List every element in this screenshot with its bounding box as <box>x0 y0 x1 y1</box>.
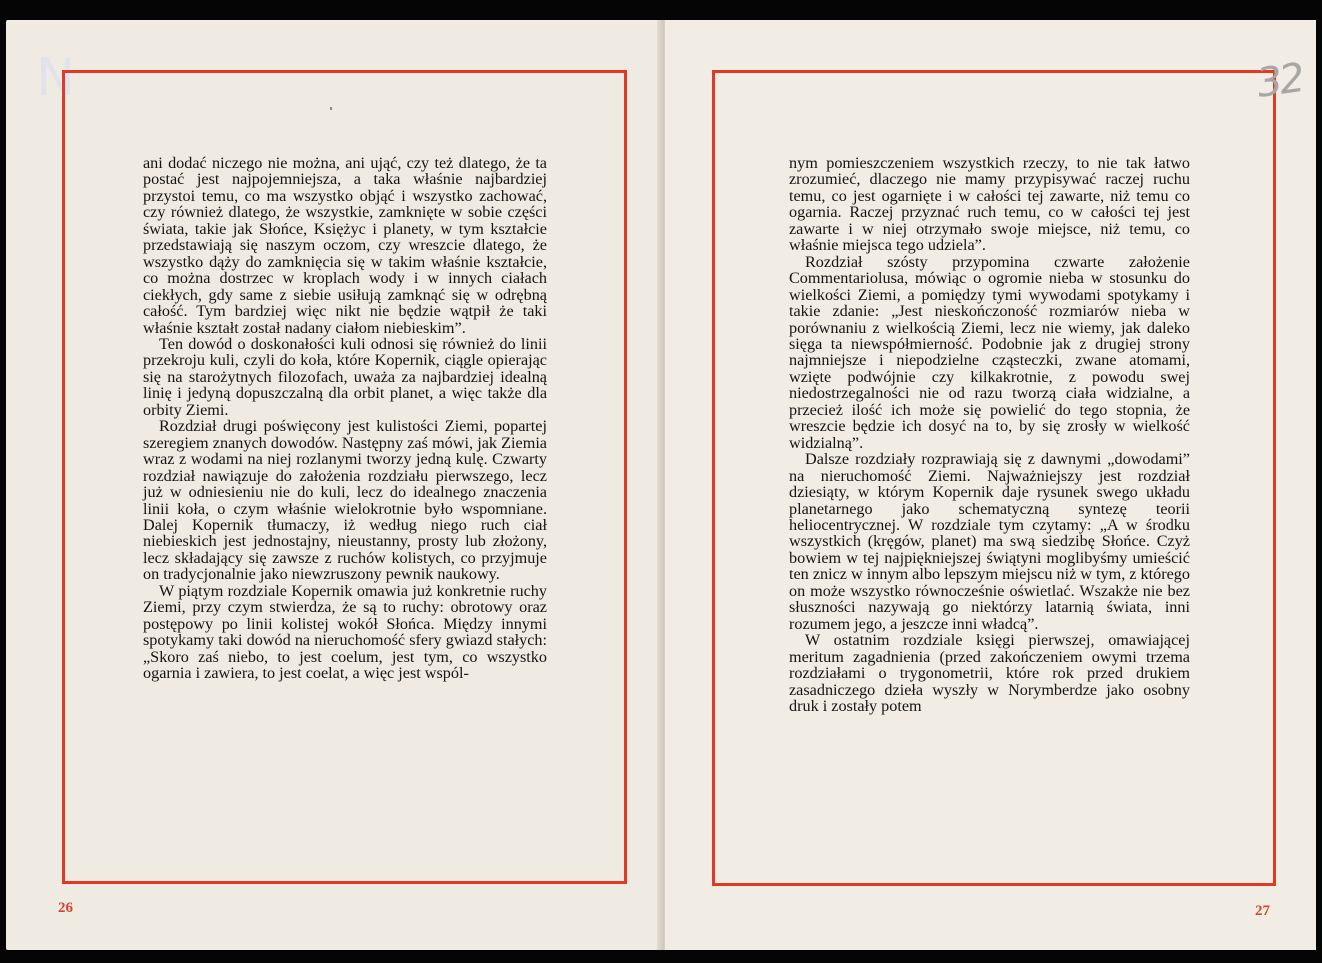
left-paragraph-2: Ten dowód o doskonałości kuli odnosi się również do linii przekroju kuli, czyli do koła, które Kopernik, ciągle opierając się na starożytnych filozofach, uważa za najbardziej idealną linię i jedyną dopuszczalną dla orbit planet, a więc także dla orbity Ziemi. <box>143 334 547 419</box>
show-through-mark: N <box>36 48 75 108</box>
page-number-right: 27 <box>1255 903 1270 919</box>
page-number-left: 26 <box>58 900 73 916</box>
right-paragraph-4: W ostatnim rozdziale księgi pierwszej, omawiającej meritum zagadnienia (przed zakończeniem owymi trzema rozdziałami o trygonometrii, które rok przed drukiem zasadniczego dzieła wyszły w Norymberdze jako osobny druk i zostały potem <box>789 631 1190 715</box>
left-paragraph-3: Rozdział drugi poświęcony jest kulistości Ziemi, popartej szeregiem znanych dowodów. Następny zaś mówi, jak Ziemia wraz z wodami na niej rozlanymi tworzy jedną kulę. Czwarty rozdział nawiązuje do założenia rozdziału pierwszego, lecz już w odniesieniu nie do kuli, lecz do idealnego znaczenia linii koła, o czym właśnie wielokrotnie było wspomniane. Dalej Kopernik tłumaczy, iż według niego ruch ciał niebieskich jest jednostajny, nieustanny, prosty lub złożony, lecz składający się zawsze z ruchów kolistych, co przyjmuje on tradycjonalnie jako niewzruszony pewnik naukowy. <box>143 417 547 584</box>
ink-speck <box>330 107 332 110</box>
right-paragraph-2: Rozdział szósty przypomina czwarte założenie Commentariolusa, mówiąc o ogromie nieba w stosunku do wielkości Ziemi, a pomiędzy tymi wywodami spotykamy i takie zdanie: „Jest nieskończoność rozmiarów nieba w porównaniu z wielkością Ziemi, lecz nie wiemy, jak daleko sięga ta niewspółmierność. Podobnie jak z drugiej strony najmniejsze i niepodzielne cząsteczki, zwane atomami, wzięte podwójnie czy kilkakrotnie, z powodu swej niedostrzegalności nie od razu tworzą ciała widzialne, a przecież ilość ich może się powielić do tego stopnia, że wreszcie będzie ich dosyć na to, by się zrosły w wielkość widzialną”. <box>789 252 1190 452</box>
right-page-text <box>789 155 1190 714</box>
right-page <box>665 20 1316 950</box>
right-paragraph-3: Dalsze rozdziały rozprawiają się z dawnymi „dowodami” na nieruchomość Ziemi. Najważniejszy jest rozdział dziesiąty, w którym Kopernik daje rysunek swego układu planetarnego jako schematyczną syntezę teorii heliocentrycznej. W rozdziale tym czytamy: „A w środku wszystkich (kręgów, planet) ma swą siedzibę Słońce. Czyż bowiem w tej najpiękniejszej świątyni moglibyśmy umieścić ten znicz w innym albo lepszym miejscu niż w tym, z którego on może wszystko równocześnie oświetlać. Wszakże nie bez słuszności nazywają go niektórzy latarnią świata, inni rozumem jego, a jeszcze inni władcą”. <box>789 450 1190 633</box>
left-paragraph-4: W piątym rozdziale Kopernik omawia już konkretnie ruchy Ziemi, przy czym stwierdza, że są to ruchy: obrotowy oraz postępowy po linii kolistej wokół Słońca. Między innymi spotykamy taki dowód na nieruchomość sfery gwiazd stałych: „Skoro zaś niebo, to jest coelum, jest tym, co wszystko ogarnia i zawiera, to jest coelat, a więc jest wspól- <box>143 581 547 683</box>
handwritten-folio-number: 32 <box>1254 55 1305 107</box>
left-paragraph-1: ani dodać niczego nie można, ani ująć, czy też dlatego, że ta postać jest najpojemniejsza, a taka właśnie najbardziej przystoi temu, co ma wszystko objąć i wszystko zachować, czy również dlatego, że wszystkie, zamknięte w sobie części świata, takie jak Słońce, Księżyc i planety, w tym kształcie przedstawiają się naszym oczom, czy wreszcie dlatego, że wszystko dąży do zamknięcia się w takim właśnie kształcie, co można dostrzec w kroplach wody i w innych ciałach ciekłych, gdy same z siebie usiłują zamknąć się w odrębną całość. Tym bardziej więc nikt nie będzie wątpił że taki właśnie kształt został nadany ciałom niebieskim”. <box>143 154 547 337</box>
left-page-text <box>143 155 547 682</box>
left-page <box>6 20 662 950</box>
right-paragraph-1: nym pomieszczeniem wszystkich rzeczy, to nie tak łatwo zrozumieć, dlaczego nie mamy przypisywać raczej ruchu temu, co jest ogarnięte i w całości tej zawarte, niż temu co ogarnia. Raczej przyznać ruch temu, co w całości tej jest zawarte i w niej otrzymało swoje miejsce, niż temu, co właśnie miejsca tego udziela”. <box>789 154 1190 255</box>
